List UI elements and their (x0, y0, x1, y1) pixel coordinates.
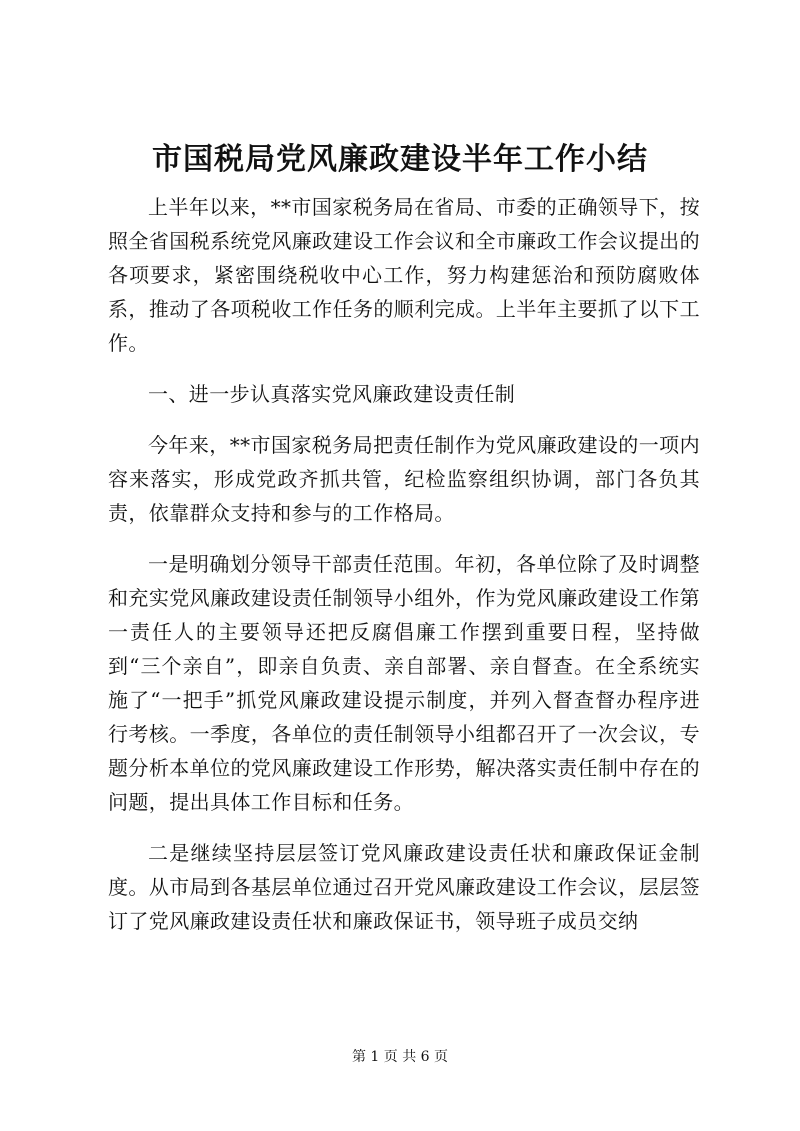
paragraph-responsibility: 今年来，**市国家税务局把责任制作为党风廉政建设的一项内容来落实，形成党政齐抓共管，纪检监察组织协调，部门各负其责，依靠群众支持和参与的工作格局。 (108, 433, 700, 525)
document-title: 市国税局党风廉政建设半年工作小结 (152, 142, 648, 177)
paragraph-intro: 上半年以来，**市国家税务局在省局、市委的正确领导下，按照全省国税系统党风廉政建设工作会议和全市廉政工作会议提出的各项要求，紧密围绕税收中心工作，努力构建惩治和预防腐败体系，推动了各项税收工作任务的顺利完成。上半年主要抓了以下工作。 (108, 195, 700, 355)
page-footer: 第 1 页 共 6 页 (351, 1049, 449, 1065)
paragraph-point-two: 二是继续坚持层层签订党风廉政建设责任状和廉政保证金制度。从市局到各基层单位通过召开党风廉政建设工作会议，层层签订了党风廉政建设责任状和廉政保证书，领导班子成员交纳 (108, 841, 700, 933)
section-heading: 一、进一步认真落实党风廉政建设责任制 (148, 382, 516, 406)
document-body (108, 190, 700, 955)
paragraph-point-one: 一是明确划分领导干部责任范围。年初，各单位除了及时调整和充实党风廉政建设责任制领导小组外，作为党风廉政建设工作第一责任人的主要领导还把反腐倡廉工作摆到重要日程，坚持做到“三个亲自”，即亲自负责、亲自部署、亲自督查。在全系统实施了“一把手”抓党风廉政建设提示制度，并列入督查督办程序进行考核。一季度，各单位的责任制领导小组都召开了一次会议，专题分析本单位的党风廉政建设工作形势，解决落实责任制中存在的问题，提出具体工作目标和任务。 (108, 552, 700, 814)
